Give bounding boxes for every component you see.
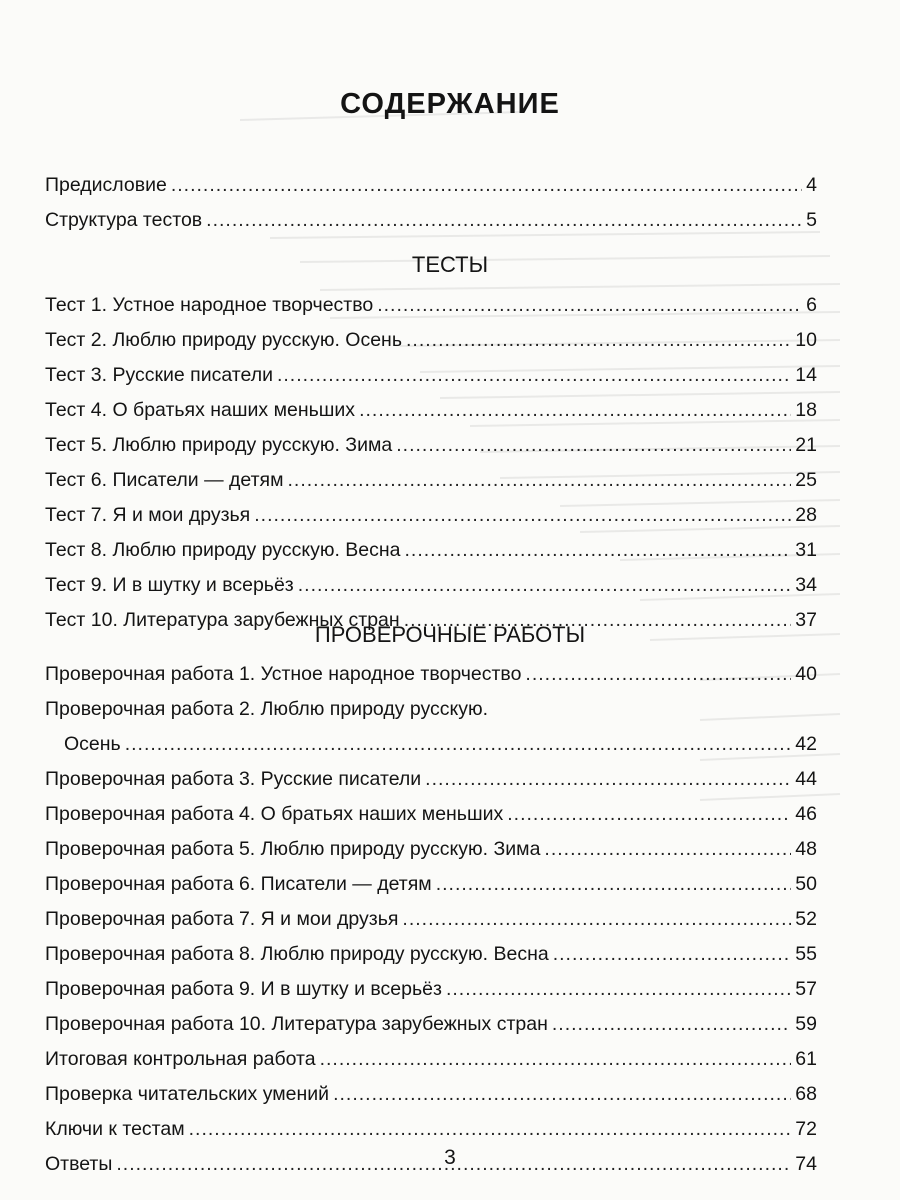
toc-entry-label: Структура тестов (45, 209, 203, 231)
toc-entry-label: Тест 4. О братьях наших меньших (45, 399, 356, 421)
toc-works (45, 652, 817, 1177)
toc-entry-answer-keys[interactable] (45, 1107, 817, 1142)
toc-entry-label: Проверочная работа 5. Люблю природу русскую. Зима (45, 838, 541, 860)
dot-leader (333, 1081, 791, 1107)
toc-entry-work[interactable] (45, 827, 817, 862)
toc-entry-page: 4 (806, 174, 817, 196)
dot-leader (544, 836, 791, 862)
dot-leader (359, 397, 791, 423)
dot-leader (405, 537, 792, 563)
toc-entry-page: 61 (795, 1048, 817, 1070)
toc-entry-label: Тест 1. Устное народное творчество (45, 294, 374, 316)
toc-entry-test[interactable] (45, 458, 817, 493)
toc-entry-work[interactable] (45, 1002, 817, 1037)
toc-entry-label: Ключи к тестам (45, 1118, 185, 1140)
toc-entry-page: 18 (795, 399, 817, 421)
toc-entry-page: 10 (795, 329, 817, 351)
toc-entry-test[interactable] (45, 388, 817, 423)
toc-entry-page: 57 (795, 978, 817, 1000)
toc-entry-work[interactable] (45, 897, 817, 932)
toc-entry-page: 44 (795, 768, 817, 790)
section-title-tests: ТЕСТЫ (411, 252, 489, 277)
toc-entry-label: Проверочная работа 6. Писатели — детям (45, 873, 432, 895)
toc-entry-page: 72 (795, 1118, 817, 1140)
toc-entry-page: 46 (795, 803, 817, 825)
toc-entry-page: 48 (795, 838, 817, 860)
toc-entry-final-test[interactable] (45, 1037, 817, 1072)
toc-entry-label: Ответы (45, 1153, 113, 1175)
toc-entry-work[interactable] (45, 652, 817, 687)
toc-entry-label: Предисловие (45, 174, 167, 196)
dot-leader (298, 572, 792, 598)
toc-entry-page: 25 (795, 469, 817, 491)
toc-entry-work[interactable] (45, 687, 817, 722)
section-title-works: ПРОВЕРОЧНЫЕ РАБОТЫ (314, 622, 586, 647)
dot-leader (288, 467, 792, 493)
toc-entry-label: Проверочная работа 3. Русские писатели (45, 768, 422, 790)
dot-leader (277, 362, 791, 388)
toc-entry-label: Тест 8. Люблю природу русскую. Весна (45, 539, 401, 561)
toc-entry-page: 50 (795, 873, 817, 895)
dot-leader (402, 906, 791, 932)
toc-entry-test[interactable] (45, 283, 817, 318)
toc-entry-work[interactable] (45, 757, 817, 792)
dot-leader (377, 292, 802, 318)
dot-leader (171, 172, 802, 198)
dot-leader (425, 766, 791, 792)
toc-entry-test-structure[interactable] (45, 198, 817, 233)
toc-entry-work[interactable] (45, 932, 817, 967)
toc-entry-label: Проверочная работа 9. И в шутку и всерьёз (45, 978, 442, 1000)
toc-entry-work[interactable] (45, 792, 817, 827)
toc-entry-page: 28 (795, 504, 817, 526)
toc-entry-page: 14 (795, 364, 817, 386)
dot-leader (525, 661, 791, 687)
toc-entry-test[interactable] (45, 318, 817, 353)
toc-entry-test[interactable] (45, 563, 817, 598)
page-title: СОДЕРЖАНИЕ (340, 88, 560, 120)
toc-entry-page: 6 (806, 294, 817, 316)
toc-entry-page: 21 (795, 434, 817, 456)
toc-entry-page: 5 (806, 209, 817, 231)
toc-entry-test[interactable] (45, 423, 817, 458)
toc-entry-label: Итоговая контрольная работа (45, 1048, 316, 1070)
toc-entry-label: Проверочная работа 10. Литература зарубежных стран (45, 1013, 548, 1035)
toc-entry-test[interactable] (45, 493, 817, 528)
toc-entry-page: 52 (795, 908, 817, 930)
toc-entry-page: 42 (795, 733, 817, 755)
toc-entry-page: 59 (795, 1013, 817, 1035)
toc-entry-label-continuation: Осень (64, 733, 121, 755)
toc-entry-reading-skills[interactable] (45, 1072, 817, 1107)
toc-entry-label: Проверочная работа 4. О братьях наших меньших (45, 803, 504, 825)
toc-entry-label: Тест 10. Литература зарубежных стран (45, 609, 400, 631)
toc-entry-page: 74 (795, 1153, 817, 1175)
toc-entry-test[interactable] (45, 528, 817, 563)
toc-entry-label: Проверка читательских умений (45, 1083, 330, 1105)
dot-leader (125, 731, 792, 757)
dot-leader (436, 871, 792, 897)
toc-entry-work-continuation[interactable] (45, 722, 817, 757)
toc-entry-work[interactable] (45, 862, 817, 897)
toc-entry-page: 31 (795, 539, 817, 561)
toc-entry-label: Тест 7. Я и мои друзья (45, 504, 251, 526)
toc-entry-label: Проверочная работа 8. Люблю природу русскую. Весна (45, 943, 549, 965)
toc-entry-test[interactable] (45, 353, 817, 388)
toc-entry-page: 55 (795, 943, 817, 965)
toc-entry-label: Тест 5. Люблю природу русскую. Зима (45, 434, 393, 456)
page-number: 3 (444, 1146, 456, 1169)
dot-leader (553, 941, 792, 967)
toc-entry-label: Тест 6. Писатели — детям (45, 469, 284, 491)
dot-leader (507, 801, 791, 827)
toc-entry-page: 37 (795, 609, 817, 631)
toc-entry-work[interactable] (45, 967, 817, 1002)
toc-entry-label: Проверочная работа 2. Люблю природу русскую. (45, 698, 489, 720)
dot-leader (206, 207, 802, 233)
toc-tests (45, 283, 817, 633)
dot-leader (189, 1116, 792, 1142)
toc-entry-page: 34 (795, 574, 817, 596)
dot-leader (406, 327, 791, 353)
toc-entry-page: 68 (795, 1083, 817, 1105)
toc-entry-page: 40 (795, 663, 817, 685)
toc-entry-label: Тест 9. И в шутку и всерьёз (45, 574, 294, 596)
toc-entry-label: Проверочная работа 1. Устное народное творчество (45, 663, 522, 685)
dot-leader (396, 432, 791, 458)
toc-intro (45, 163, 817, 233)
toc-entry-label: Проверочная работа 7. Я и мои друзья (45, 908, 399, 930)
toc-entry-label: Тест 2. Люблю природу русскую. Осень (45, 329, 402, 351)
toc-entry-label: Тест 3. Русские писатели (45, 364, 273, 386)
dot-leader (320, 1046, 792, 1072)
dot-leader (254, 502, 791, 528)
dot-leader (446, 976, 791, 1002)
toc-entry-preface[interactable] (45, 163, 817, 198)
dot-leader (552, 1011, 791, 1037)
